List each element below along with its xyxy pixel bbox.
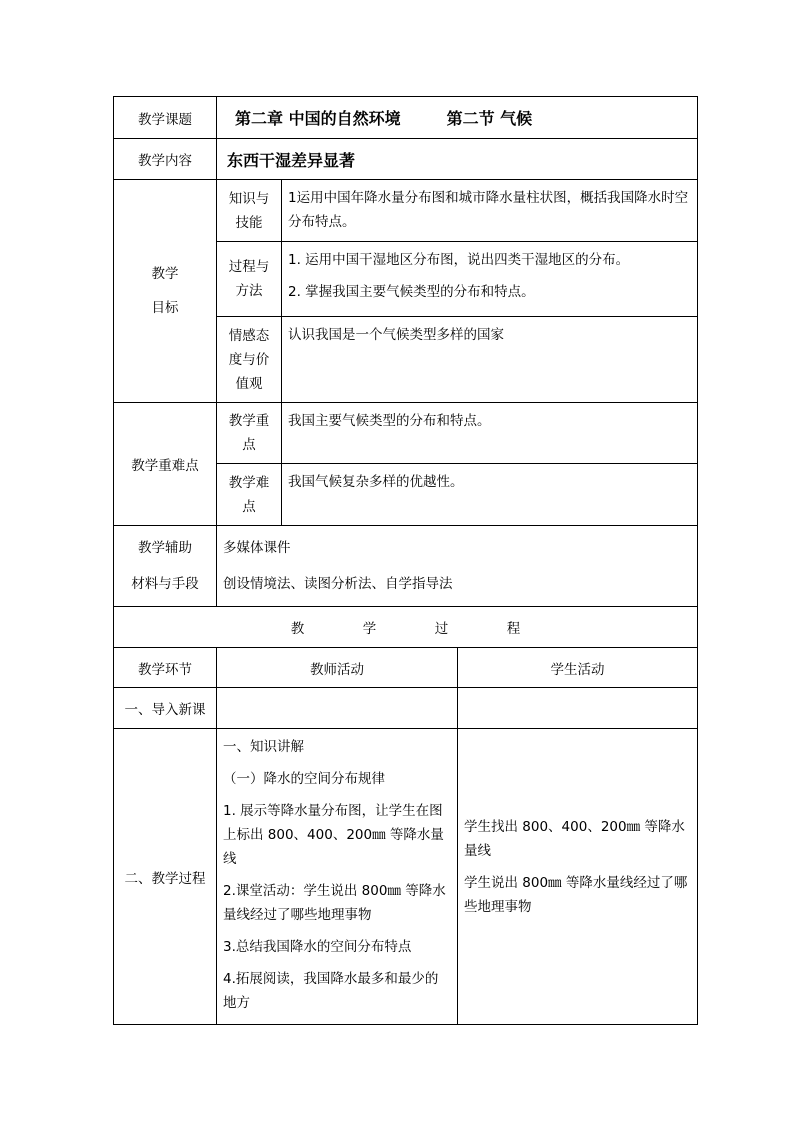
teacher-p2: （一）降水的空间分布规律 [223,771,385,787]
aids-line-1: 多媒体课件 [223,540,291,556]
aids-row [114,526,698,607]
column-teacher: 教师活动 [217,648,458,688]
teacher-intro [217,688,458,729]
process-item-2: 2. 掌握我国主要气候类型的分布和特点。 [288,284,535,300]
focus-text: 我国主要气候类型的分布和特点。 [282,403,698,464]
column-stage: 教学环节 [114,648,217,688]
focus-row [114,403,698,464]
emotion-label: 情感态 度与价 值观 [217,317,282,403]
stage-intro: 一、导入新课 [114,688,217,729]
stage-main: 二、教学过程 [114,729,217,1025]
knowledge-text: 1运用中国年降水量分布图和城市降水量柱状图，概括我国降水时空分布特点。 [282,180,698,242]
focus-label: 教学重 点 [217,403,282,464]
process-header: 教 学 过 程 [114,607,698,648]
content-value: 东西干湿差异显著 [217,139,698,180]
aids-text [217,526,698,607]
lesson-plan-table [113,96,698,1025]
column-header-row [114,648,698,688]
difficulty-label: 教学难 点 [217,464,282,526]
process-label: 过程与 方法 [217,242,282,317]
objectives-label: 教学 目标 [114,180,217,403]
table-row [114,729,698,1025]
student-main [458,729,698,1025]
section-title: 第二节 气候 [446,109,533,128]
teacher-main [217,729,458,1025]
content-label: 教学内容 [114,139,217,180]
key-points-label: 教学重难点 [114,403,217,526]
student-p2: 学生说出 800㎜ 等降水量线经过了哪些地理事物 [464,875,688,915]
table-row [114,688,698,729]
student-p1: 学生找出 800、400、200㎜ 等降水量线 [464,819,685,859]
process-text [282,242,698,317]
emotion-text: 认识我国是一个气候类型多样的国家 [282,317,698,403]
chapter-title: 第二章 中国的自然环境 [235,109,401,128]
teacher-p6: 4.拓展阅读，我国降水最多和最少的地方 [223,971,439,1011]
teacher-p5: 3.总结我国降水的空间分布特点 [223,939,412,955]
difficulty-text: 我国气候复杂多样的优越性。 [282,464,698,526]
teacher-p4: 2.课堂活动：学生说出 800㎜ 等降水量线经过了哪些地理事物 [223,883,446,923]
topic-value [217,97,698,139]
knowledge-label: 知识与 技能 [217,180,282,242]
student-intro [458,688,698,729]
teacher-p1: 一、知识讲解 [223,739,304,755]
process-item-1: 1. 运用中国干湿地区分布图，说出四类干湿地区的分布。 [288,252,630,268]
aids-line-2: 创设情境法、读图分析法、自学指导法 [223,576,453,592]
column-student: 学生活动 [458,648,698,688]
teacher-p3: 1. 展示等降水量分布图，让学生在图上标出 800、400、200㎜ 等降水量线 [223,803,444,867]
content-row [114,139,698,180]
topic-row [114,97,698,139]
objective-knowledge-row [114,180,698,242]
aids-label: 教学辅助 材料与手段 [114,526,217,607]
process-header-row [114,607,698,648]
topic-label: 教学课题 [114,97,217,139]
